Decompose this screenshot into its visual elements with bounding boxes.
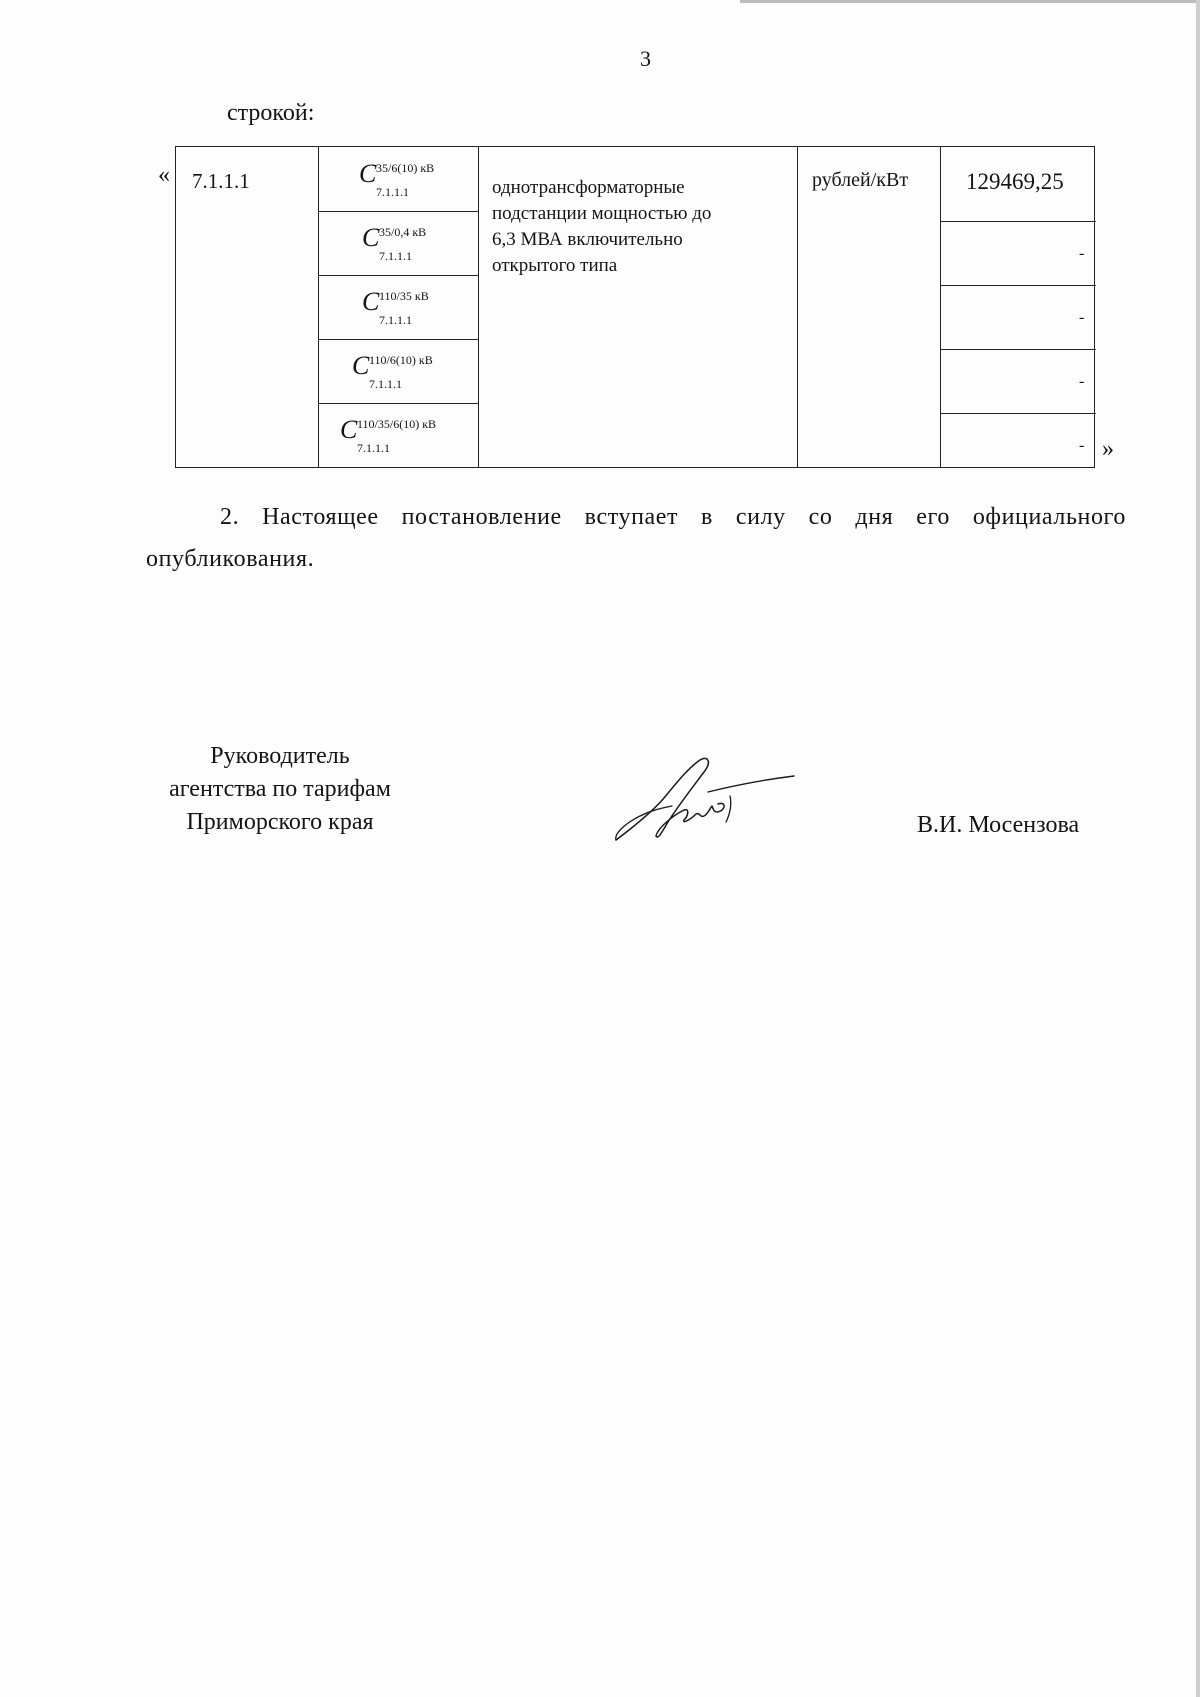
row-divider: [940, 413, 1096, 414]
opening-quote: «: [158, 162, 170, 188]
formula-symbol: C: [362, 223, 380, 252]
page-number: 3: [640, 46, 651, 71]
description-cell: [492, 175, 792, 279]
formula-superscript: 110/6(10) кВ: [369, 353, 433, 367]
value-cell: -: [1079, 437, 1085, 454]
formula-subscript: 7.1.1.1: [357, 441, 390, 455]
column-divider: [478, 147, 479, 467]
column-divider: [797, 147, 798, 467]
signatory-title-line: Приморского края: [186, 809, 374, 835]
signatory-title-line: агентства по тарифам: [169, 776, 391, 802]
scan-edge-right: [1196, 0, 1200, 1697]
row-divider: [940, 221, 1096, 222]
column-divider: [940, 147, 941, 467]
formula-subscript: 7.1.1.1: [369, 377, 402, 391]
formula-symbol: C: [362, 287, 380, 316]
formula-cell: [318, 275, 478, 339]
formula-superscript: 110/35 кВ: [379, 289, 429, 303]
paragraph-2: 2. Настоящее постановление вступает в силу со дня его официального опубликования.: [146, 504, 1126, 572]
formula-superscript: 35/0,4 кВ: [379, 225, 427, 239]
formula-cell: [318, 211, 478, 275]
description-line: подстанции мощностью до: [492, 203, 712, 224]
formula-superscript: 110/35/6(10) кВ: [357, 417, 437, 431]
value-cell: 129469,25: [966, 169, 1064, 194]
description-line: 6,3 МВА включительно: [492, 229, 683, 250]
signatory-title-line: Руководитель: [210, 743, 350, 769]
tariff-table: [175, 146, 1095, 468]
formula-cell: [318, 403, 478, 467]
signatory-title: [140, 740, 420, 839]
description-line: открытого типа: [492, 255, 618, 276]
formula-superscript: 35/6(10) кВ: [376, 161, 435, 175]
formula-subscript: 7.1.1.1: [379, 313, 412, 327]
item-code: 7.1.1.1: [192, 169, 250, 193]
intro-text: строкой:: [227, 100, 315, 126]
formula-subscript: 7.1.1.1: [376, 185, 409, 199]
formula-symbol: C: [352, 351, 370, 380]
unit-cell: рублей/кВт: [812, 169, 909, 191]
formula-subscript: 7.1.1.1: [379, 249, 412, 263]
value-cell: -: [1079, 373, 1085, 390]
handwritten-signature: [612, 750, 802, 846]
description-line: однотрансформаторные: [492, 177, 685, 198]
formula-symbol: C: [359, 159, 377, 188]
formula-cell: [318, 147, 478, 211]
formula-cell: [318, 339, 478, 403]
row-divider: [940, 285, 1096, 286]
signatory-name: В.И. Мосензова: [917, 812, 1080, 838]
value-cell: -: [1079, 309, 1085, 326]
scan-edge-top: [740, 0, 1200, 3]
formula-symbol: C: [340, 415, 358, 444]
row-divider: [940, 349, 1096, 350]
closing-quote: »: [1102, 436, 1114, 462]
value-cell: -: [1079, 245, 1085, 262]
